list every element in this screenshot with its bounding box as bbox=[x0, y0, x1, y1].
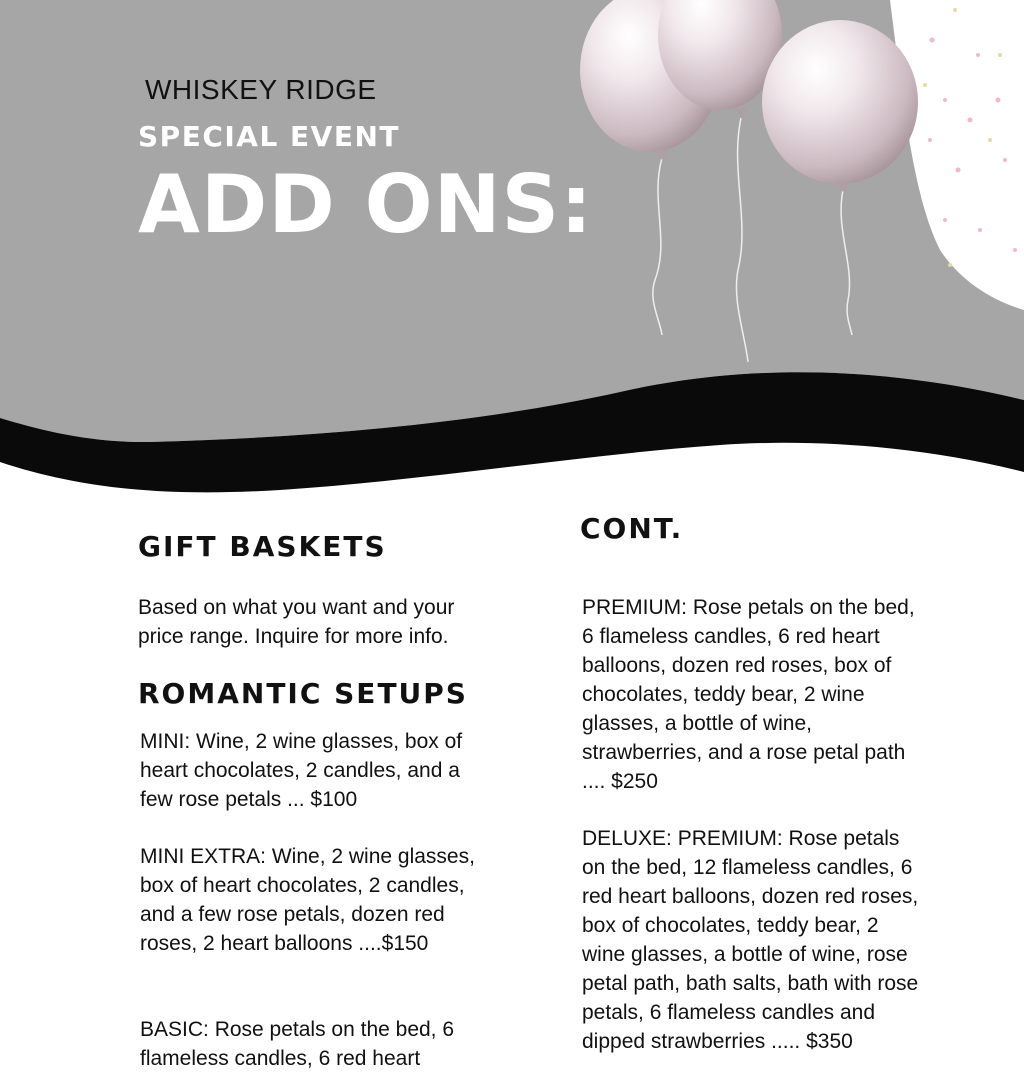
mini-package-text: MINI: Wine, 2 wine glasses, box of heart chocolates, 2 candles, and a few rose petals ... $100 bbox=[140, 730, 463, 811]
gift-baskets-text: Based on what you want and your price range. Inquire for more info. bbox=[138, 596, 455, 648]
premium-package-text: PREMIUM: Rose petals on the bed, 6 flameless candles, 6 red heart balloons, dozen red roses, box of chocolates, teddy bear, 2 wine glasses, a bottle of wine, strawberries, and a rose petal path .... $250 bbox=[582, 596, 915, 793]
cont-heading: CONT. bbox=[580, 512, 684, 545]
deluxe-package-text: DELUXE: PREMIUM: Rose petals on the bed, 12 flameless candles, 6 red heart balloons, dozen red roses, box of chocolates, teddy bear, 2 wine glasses, a bottle of wine, rose petal path, bath salts, bath with rose petals, 6 flameless candles and dipped strawberries ..... $350 bbox=[582, 827, 919, 1053]
page-title: ADD ONS: bbox=[138, 158, 594, 251]
page-subtitle: SPECIAL EVENT bbox=[138, 120, 400, 153]
gift-baskets-heading: GIFT BASKETS bbox=[138, 530, 387, 563]
romantic-setups-heading: ROMANTIC SETUPS bbox=[138, 677, 468, 710]
mini-extra-package-text: MINI EXTRA: Wine, 2 wine glasses, box of heart chocolates, 2 candles, and a few rose petals, dozen red roses, 2 heart balloons ....$150 bbox=[140, 845, 475, 955]
basic-package-text: BASIC: Rose petals on the bed, 6 flameless candles, 6 red heart bbox=[140, 1018, 455, 1070]
brand-name: WHISKEY RIDGE bbox=[145, 74, 377, 105]
